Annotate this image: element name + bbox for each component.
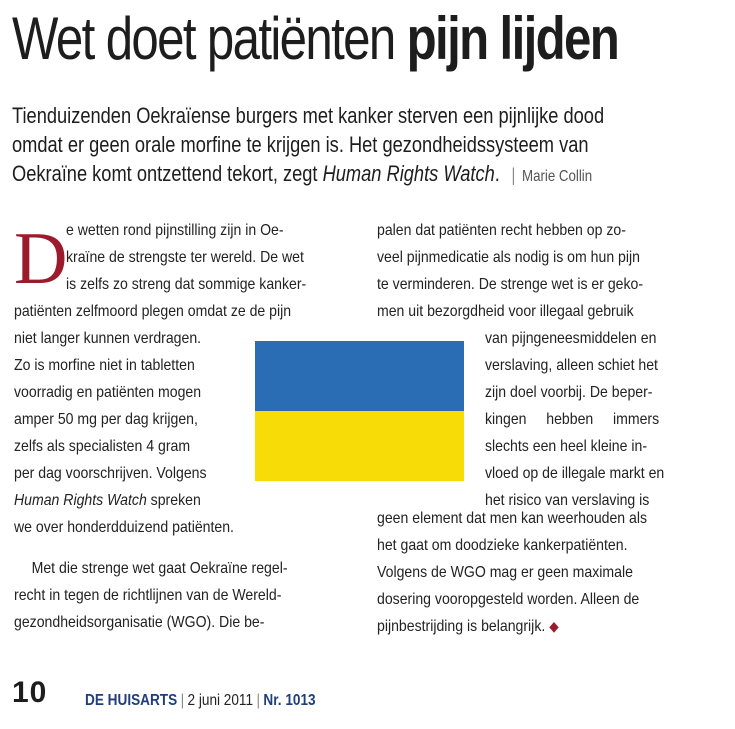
lede	[12, 101, 727, 188]
flag-yellow-stripe	[255, 411, 464, 481]
footer-info	[85, 692, 316, 710]
text-line: men uit bezorgdheid voor illegaal gebruik	[377, 303, 634, 320]
text-line: het risico van verslaving is	[485, 492, 650, 509]
text-line: dosering vooropgesteld worden. Alleen de	[377, 591, 640, 608]
left-column-narrow	[14, 325, 264, 541]
issue-date: 2 juni 2011	[187, 692, 254, 709]
drop-cap: D	[14, 218, 68, 300]
text-line: is zelfs zo streng dat sommige kanker-	[66, 276, 307, 293]
left-column-full	[14, 298, 329, 325]
right-column-narrow	[485, 325, 689, 514]
text-line: veel pijnmedicatie als nodig is om hun pijn	[377, 249, 640, 266]
text-line: e wetten rond pijnstilling zijn in Oe-	[66, 222, 284, 239]
left-column-para2	[14, 555, 325, 636]
byline-separator: |	[511, 165, 516, 185]
headline	[12, 2, 619, 76]
lede-line	[12, 159, 726, 188]
text-line: Zo is morfine niet in tabletten	[14, 357, 195, 374]
magazine-name: DE HUISARTS	[85, 692, 178, 709]
text-line: Met die strenge wet gaat Oekraïne regel-	[31, 560, 288, 577]
lede-line: omdat er geen orale morfine te krijgen is. Het gezondheidssysteem van	[12, 132, 589, 157]
issue-number: Nr. 1013	[263, 692, 316, 709]
source-name: Human Rights Watch	[14, 492, 147, 509]
headline-light: Wet doet patiënten	[12, 5, 395, 72]
text-line: Volgens de WGO mag er geen maximale	[377, 564, 633, 581]
footer-separator: |	[180, 692, 185, 709]
lede-text: Oekraïne komt ontzettend tekort, zegt	[12, 161, 323, 186]
byline-author: Marie Collin	[522, 168, 593, 185]
flag-blue-stripe	[255, 341, 464, 411]
right-column-top	[377, 217, 679, 325]
text-line: voorradig en patiënten mogen	[14, 384, 202, 401]
lede-line: Tienduizenden Oekraïense burgers met kanker sterven een pijnlijke dood	[12, 103, 605, 128]
headline-bold: pijn lijden	[406, 5, 619, 72]
text-line: amper 50 mg per dag krijgen,	[14, 411, 198, 428]
text-line: patiënten zelfmoord plegen omdat ze de pijn	[14, 303, 292, 320]
text-line: kraïne de strengste ter wereld. De wet	[66, 249, 304, 266]
text-line: te verminderen. De strenge wet is er geko-	[377, 276, 644, 293]
text-line: palen dat patiënten recht hebben op zo-	[377, 222, 626, 239]
text-line: het gaat om doodzieke kankerpatiënten.	[377, 537, 628, 554]
text-line: per dag voorschrijven. Volgens	[14, 465, 207, 482]
text-line: slechts een heel kleine in-	[485, 438, 648, 455]
lede-text: .	[494, 161, 500, 186]
text-line: van pijngeneesmiddelen en	[485, 330, 657, 347]
end-mark-icon: ◆	[549, 618, 559, 634]
text-line: Human Rights Watch spreken	[14, 492, 201, 509]
text-line: kingen hebben immers	[485, 411, 660, 428]
lede-source: Human Rights Watch	[322, 161, 495, 186]
text-line: zijn doel voorbij. De beper-	[485, 384, 653, 401]
text-line: gezondheidsorganisatie (WGO). Die be-	[14, 614, 265, 631]
text-line: verslaving, alleen schiet het	[485, 357, 658, 374]
text-line: we over honderdduizend patiënten.	[14, 519, 234, 536]
ukraine-flag-image	[255, 341, 464, 481]
text-line: geen element dat men kan weerhouden als	[377, 510, 648, 527]
text-line: vloed op de illegale markt en	[485, 465, 665, 482]
text-line: niet langer kunnen verdragen.	[14, 330, 202, 347]
text-line: recht in tegen de richtlijnen van de Wereld-	[14, 587, 282, 604]
right-column-bottom	[377, 505, 684, 640]
text-line: pijnbestrijding is belangrijk. ◆	[377, 618, 559, 635]
text-line: zelfs als specialisten 4 gram	[14, 438, 191, 455]
page-number: 10	[12, 676, 48, 709]
footer-separator: |	[256, 692, 260, 709]
left-column-top	[66, 217, 339, 298]
